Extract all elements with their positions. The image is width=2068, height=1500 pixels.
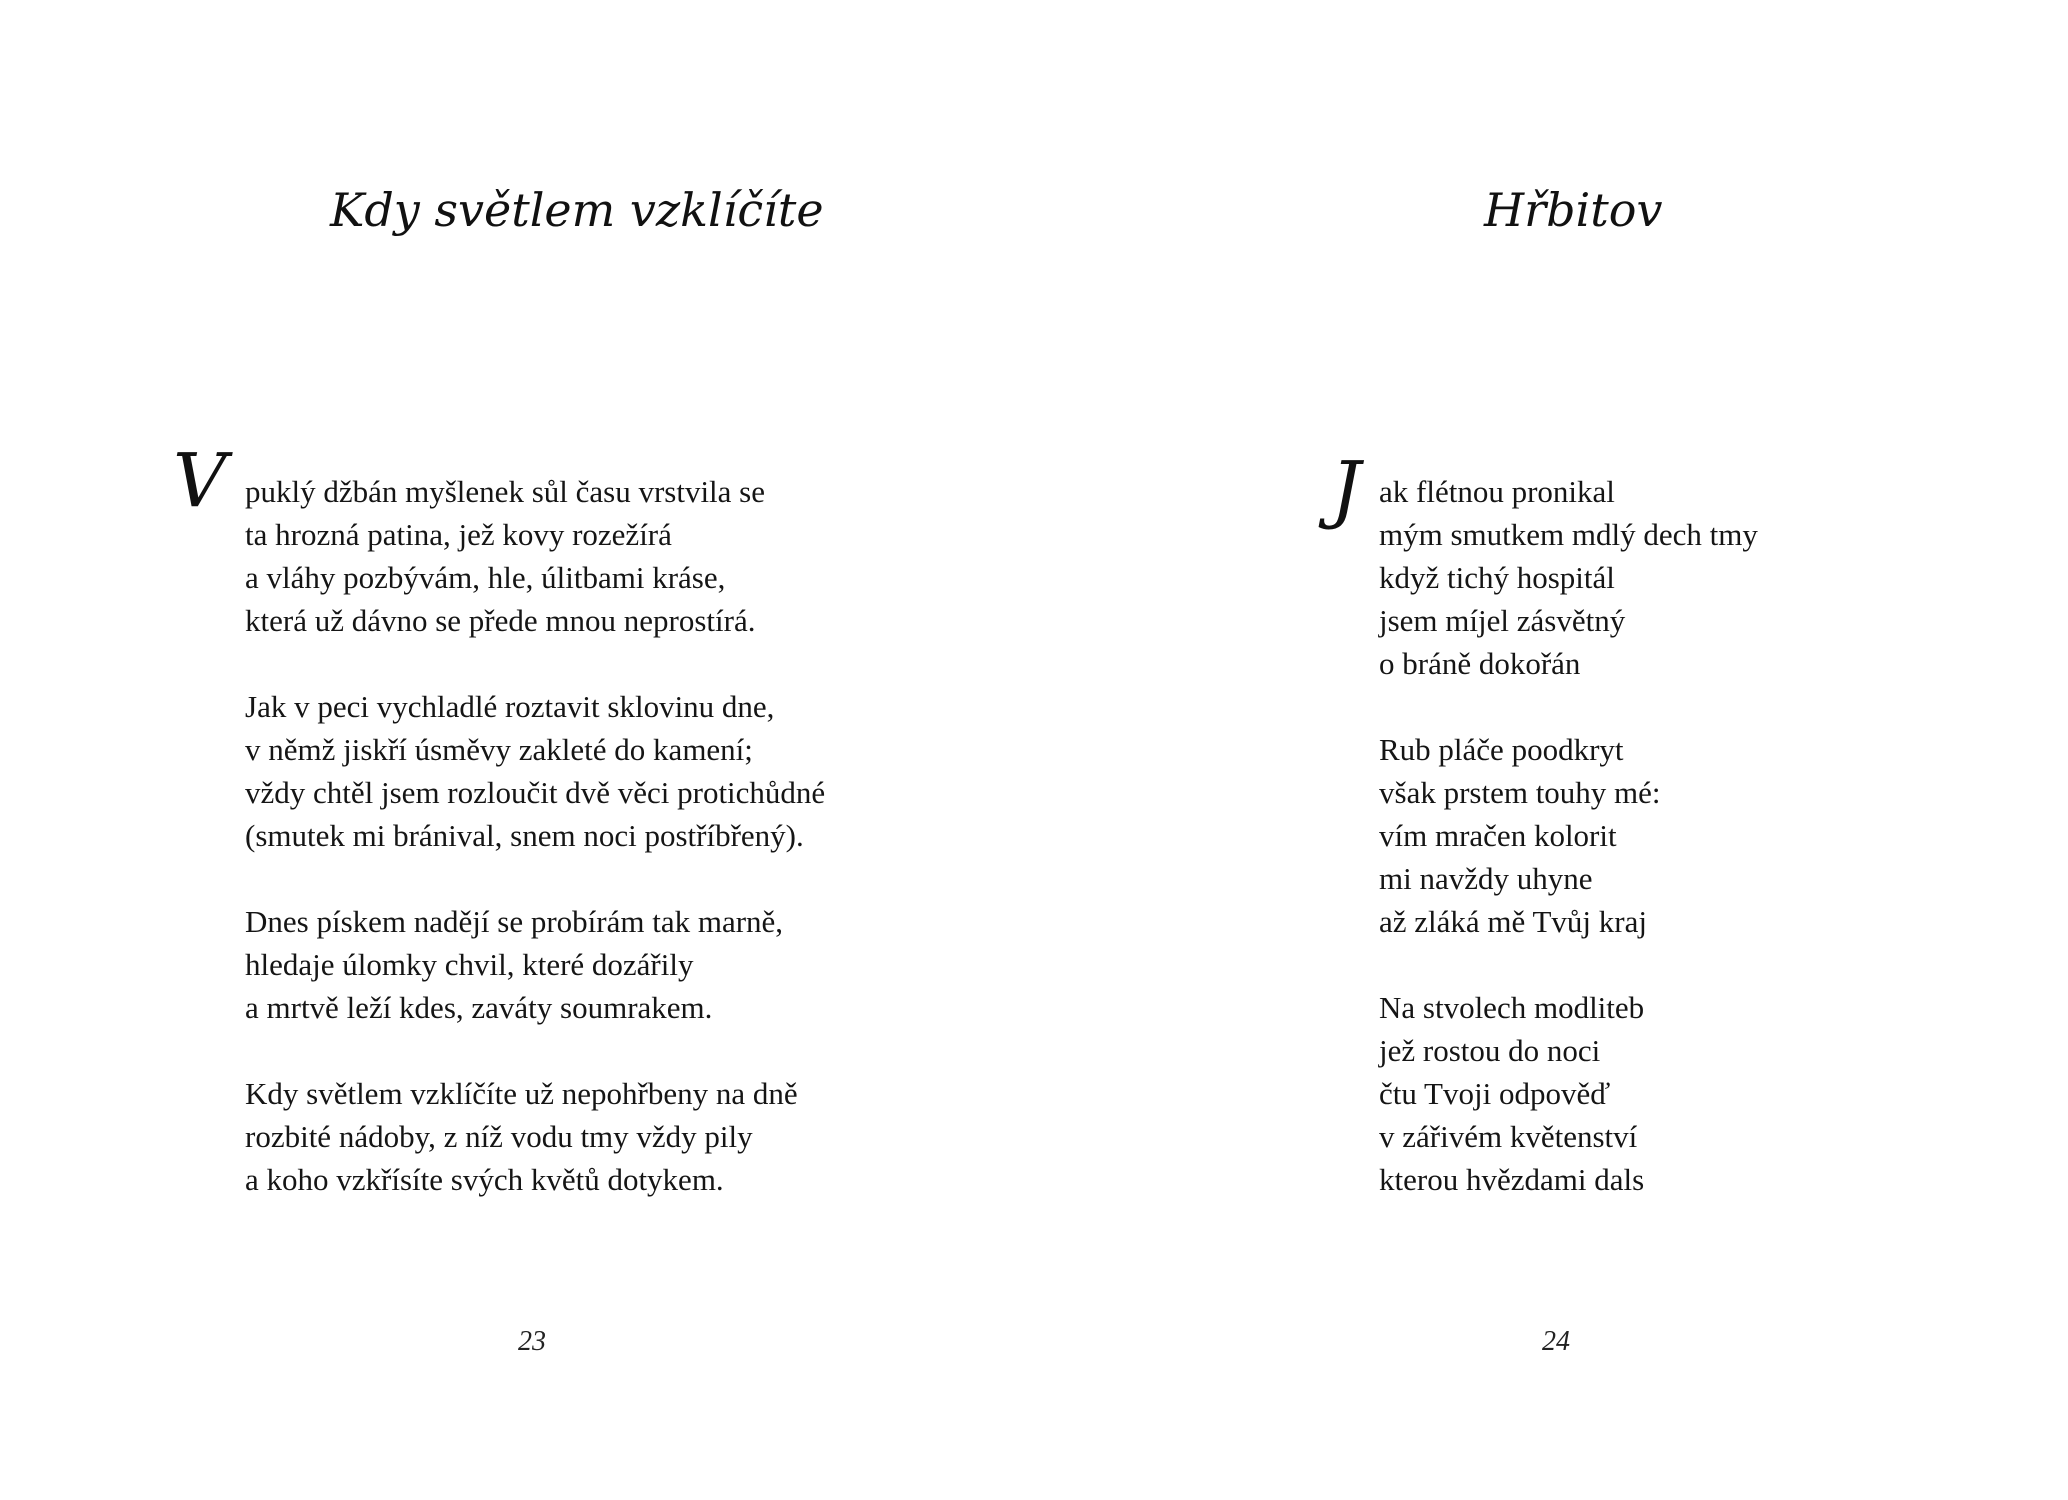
right-stanza-3 (1379, 986, 1758, 1201)
right-poem-title: Hřbitov (1484, 183, 1663, 237)
poem-line: však prstem touhy mé: (1379, 775, 1661, 810)
left-stanza-3 (245, 900, 825, 1029)
poem-line (1331, 446, 1758, 532)
right-page-number: 24 (1542, 1326, 1570, 1357)
left-poem-body (173, 438, 826, 1201)
right-page (1034, 0, 2068, 1500)
first-line-text: ak flétnou pronikal (1379, 474, 1615, 509)
poem-line: Jak v peci vychladlé roztavit sklovinu dne, (245, 689, 775, 724)
poem-line: až zláká mě Tvůj kraj (1379, 904, 1647, 939)
poem-line: (smutek mi bránival, snem noci postříbřený). (245, 818, 804, 853)
poem-line (173, 438, 825, 524)
poem-line: kterou hvězdami dals (1379, 1162, 1645, 1197)
poem-line: jsem míjel zásvětný (1379, 603, 1626, 638)
poem-line: rozbité nádoby, z níž vodu tmy vždy pily (245, 1119, 753, 1154)
poem-line: a vláhy pozbývám, hle, úlitbami kráse, (245, 560, 726, 595)
poem-line: ta hrozná patina, jež kovy rozežírá (245, 517, 672, 552)
poem-line: a mrtvě leží kdes, zaváty soumrakem. (245, 990, 713, 1025)
poem-line: čtu Tvoji odpověď (1379, 1076, 1611, 1111)
left-drop-cap: V (173, 438, 227, 524)
left-page-number: 23 (518, 1326, 546, 1357)
poem-line: jež rostou do noci (1379, 1033, 1601, 1068)
left-stanza-4 (245, 1072, 825, 1201)
poem-line: vždy chtěl jsem rozloučit dvě věci protichůdné (245, 775, 826, 810)
right-stanza-1 (1331, 446, 1758, 685)
poem-line: Kdy světlem vzklíčíte už nepohřbeny na dně (245, 1076, 798, 1111)
right-drop-cap: J (1331, 446, 1361, 532)
left-stanza-2 (245, 685, 825, 857)
poem-line: vím mračen kolorit (1379, 818, 1617, 853)
poem-line: která už dávno se přede mnou neprostírá. (245, 603, 756, 638)
left-poem-title: Kdy světlem vzklíčíte (330, 183, 824, 237)
first-line-text: puklý džbán myšlenek sůl času vrstvila se (245, 474, 766, 509)
poem-line: hledaje úlomky chvil, které dozářily (245, 947, 694, 982)
left-stanza-1 (173, 438, 825, 642)
poem-line: mi navždy uhyne (1379, 861, 1593, 896)
poem-line: Dnes pískem nadějí se probírám tak marně, (245, 904, 784, 939)
poem-line: v němž jiskří úsměvy zakleté do kamení; (245, 732, 753, 767)
poem-line: když tichý hospitál (1379, 560, 1615, 595)
poem-line: Rub pláče poodkryt (1379, 732, 1624, 767)
poem-line: Na stvolech modliteb (1379, 990, 1645, 1025)
poem-line: o bráně dokořán (1379, 646, 1581, 681)
right-poem-body (1331, 446, 1758, 1201)
poem-line: a koho vzkřísíte svých květů dotykem. (245, 1162, 724, 1197)
poem-line: mým smutkem mdlý dech tmy (1379, 517, 1758, 552)
right-stanza-2 (1379, 728, 1758, 943)
poem-line: v zářivém květenství (1379, 1119, 1638, 1154)
